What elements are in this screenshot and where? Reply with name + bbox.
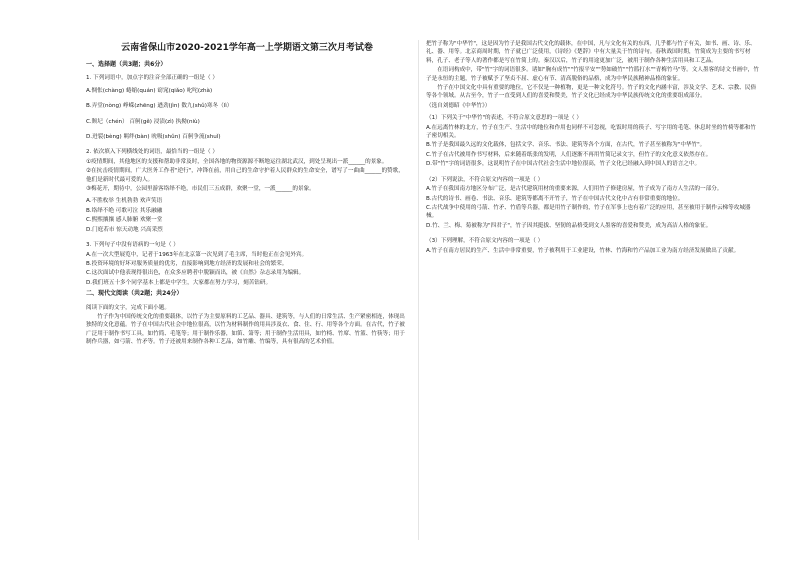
question-2: 2. 依次填入下列横线处的词语，最恰当的一组是（ ） [86,149,218,156]
question-4-3: （3）下列理解，不符合原文内容的一项是（ ） [426,238,544,245]
reading-intro: 阅读下面的文字，完成下面小题。 [86,304,170,311]
question-4-2-option-c: C.古代战争中使用的弓箭、竹矛、竹盾等兵器，都是用竹子制作的，竹子在军事上也有着广泛的应用，甚至被用于制作云梯等攻城器械。 [426,204,751,220]
question-1: 1. 下列词语中，加点字的注音全部正确的一组是（ ） [86,75,218,82]
question-3-option-b: B.投资环境的好坏对服务质量的优劣，直接影响到地方经济的发展和社会的繁荣。 [86,260,288,267]
question-2-item-1: ①疫情期间，其他地区的支援和帮助非常及时，全国各地的物资源源不断地运往湖北武汉，到处呈现出一派______的景象。 [86,158,388,165]
question-4-3-option-a: A.竹子在南方居民的生产、生活中非常重要，竹子被利用于工业建设，竹林、竹海和竹产品加工业为南方经济发展做出了贡献。 [426,247,740,254]
question-4-1-option-d: D.带"竹"字的词语很多，这说明竹子在中国古代社会生活中地位很高，竹子文化已经融入到中国人的语言之中。 [426,161,701,168]
question-1-option-c: C.颓圮（chén） 百舸(gě) 浸渍(zì) 执拗(niù) [86,118,200,125]
right-column [426,40,760,256]
question-4-1-option-c: C.竹子在古代被用作书写材料，后来随着纸张的发明，人们逐渐不再用竹简记录文字，但竹子的文化意义依然存在。 [426,151,712,158]
question-4-2-option-d: D.竹、兰、梅、菊被称为"四君子"，竹子因其挺拔、坚韧的品格受到文人墨客的喜爱和赞美，成为高洁人格的象征。 [426,222,712,229]
reading-passage-continued: 把竹子称为"中华竹"，这是因为竹子是我国古代文化的载体，在中国，凡与文化有关的东西，几乎都与竹子有关，如书、画、诗、乐、礼、器、用等。北京商周时期，竹子就已广泛使用，《诗经》《楚辞》中有大量关于竹的诗句。春秋战国时期，竹简成为主要的书写材料，孔子、老子等人的著作都是写在竹简上的。秦汉以后，竹子的用途更加广泛，被用于制作各种生活用具和工艺品。 [426,41,756,64]
question-3-option-d: D.我们班五十多个同学基本上都是中学生，大家都在努力学习，刻苦钻研。 [86,279,272,286]
question-1-option-b: B.弄堂(nòng) 峥嵘(zhēng) 遒劲(jìn) 数九(shǔ)寒冬（lì） [86,103,233,110]
left-column [86,58,408,348]
column-divider [418,40,419,540]
question-4-1-option-a: A.在远离竹林的北方，竹子在生产、生活中的地位和作用也同样不可忽视，吃饭时用的筷子、写字用的毛笔、休息时坐的竹椅等都和竹子密切相关。 [426,124,756,140]
section-heading-reading: 二、现代文阅读（共2题；共24分） [86,290,183,298]
exam-title: 云南省保山市2020-2021学年高一上学期语文第三次月考试卷 [121,43,373,53]
question-2-option-d: D.门庭若市 惊天动地 兴高采烈 [86,226,163,233]
question-4-1: （1）下列关于"中华竹"的表述，不符合原文意思的一项是（ ） [426,115,582,122]
reading-passage: 竹子作为中国传统文化的重要载体，以竹子为主要原料的工艺品、器具、建筑等，与人们的日常生活、生产紧密相连，体现出独特的文化意蕴。竹子在中国古代社会中地位很高，以竹为材料制作的用具涉及衣、食、住、行、用等各个方面。在古代，竹子被广泛用于制作书写工具，如竹简、毛笔等；用于制作乐器，如笛、箫等；用于制作生活用具，如竹椅、竹席、竹篮、竹筷等；用于制作兵器，如弓箭、竹矛等。竹子还被用来制作各种工艺品，如竹雕、竹编等，具有很高的艺术价值。 [86,313,405,346]
question-4-2-option-a: A.竹子在我国南方地区分布广泛，是古代建筑用材的重要来源，人们用竹子修建房屋，竹子成为了南方人生活的一部分。 [426,186,723,193]
reading-passage-paragraph-2: 在语词构成中，带"竹"字的词语很多。诸如"胸有成竹""竹报平安""势如破竹""竹篮打水""青梅竹马"等。文人墨客的诗文书画中，竹子是永恒的主题，竹子被赋予了坚贞不屈、虚心有节、清高脱俗的品格，成为中华民族精神品格的象征。 [426,67,759,82]
reading-passage-paragraph-3: 竹子在中国文化中具有重要的地位，它不仅是一种植物，更是一种文化符号。竹子的文化内涵丰富，涉及文学、艺术、宗教、民俗等各个领域。从古至今，竹子一直受到人们的喜爱和赞美，竹子文化已经成为中华民族传统文化的重要组成部分。 [426,85,757,100]
question-2-item-2: ②在抗击疫情期间，广大医务工作者"逆行"，冲锋在前，用自己的生命守护着人民群众的生命安全，谱写了一曲曲______的赞歌，他们是新时代最可爱的人。 [86,168,404,183]
question-4-2: （2）下列说法，不符合原文内容的一项是（ ） [426,176,544,183]
question-4-2-option-b: B.古代的诗书、画卷、书法、音乐、建筑等都离不开竹子，竹子在中国古代文化中占有非常重要的地位。 [426,195,684,202]
question-3: 3. 下列句子中没有语病的一句是（ ） [86,242,179,249]
question-4-1-option-b: B.竹子是我国最久远的文化载体，包括文学、音乐、书法、建筑等各个方面，在古代，竹子甚至被称为"中华竹"。 [426,142,706,149]
question-1-option-d: D.迸裂(bèng) 羁绊(bàn) 吮吸(shǔn) 百舸争流(shuǐ) [86,134,221,141]
question-2-option-b: B.络绎不绝 可歌可泣 其乐融融 [86,207,163,214]
question-3-option-c: C.这次面试中他表现得很出色，在众多应聘者中脱颖而出，被《自然》杂志录用为编辑。 [86,270,305,277]
question-2-option-a: A.不胜枚举 生机勃勃 欢声笑语 [86,198,163,205]
question-2-option-c: C.熙熙攘攘 感人肺腑 欢聚一堂 [86,217,163,224]
section-heading-choice: 一、选择题（共3题；共6分） [86,61,167,68]
question-3-option-a: A.在一次大型展览中，记者于1963年在北京第一次见到了毛主席，当时他正在会见外宾。 [86,251,308,258]
question-1-option-a: A.惆怅(chàng) 蜷缩(quán) 窈窕(qiǎo) 叱咤(zhà) [86,87,213,94]
reading-source: （选自刘德昭《中华竹》） [426,102,491,109]
question-2-item-3: ③梅花开，期待中，公园里游客络绎不绝，市民们三五成群，欢聚一堂，一派______的景象。 [86,186,315,193]
